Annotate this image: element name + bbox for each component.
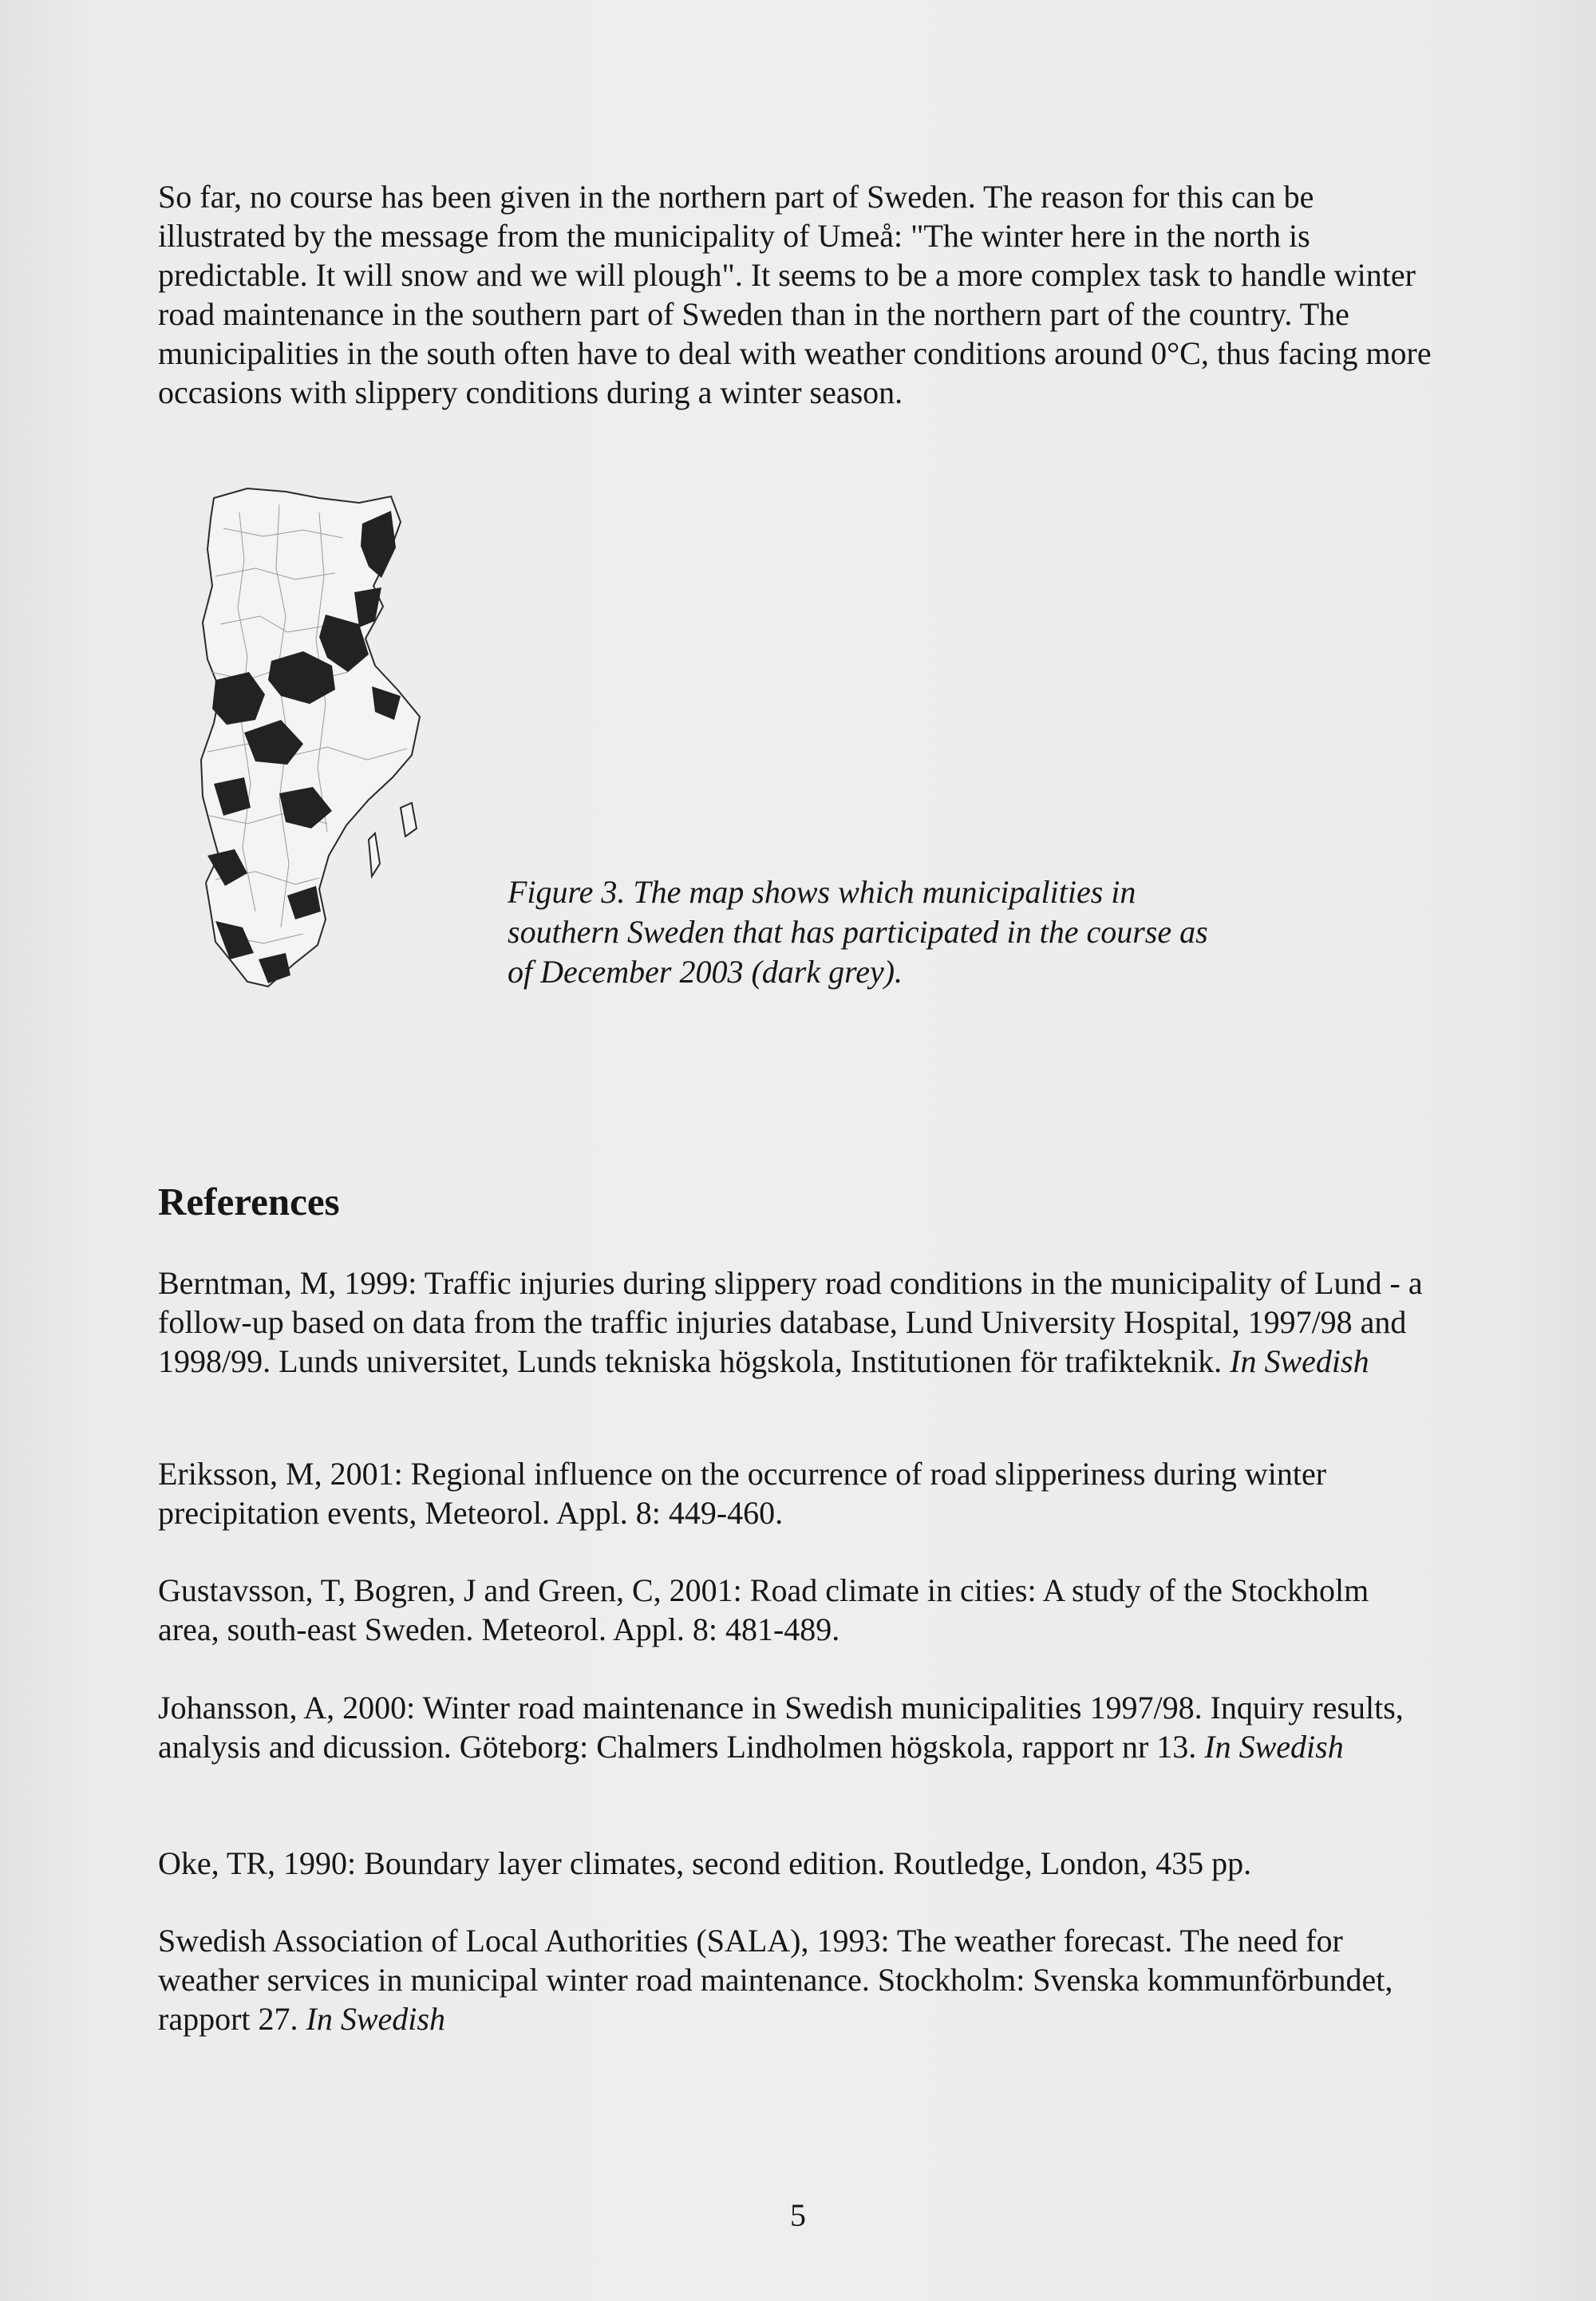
caption-line: southern Sweden that has participated in the course as — [508, 914, 1208, 950]
references-heading: References — [158, 1180, 340, 1224]
reference-entry — [158, 1844, 1435, 1883]
reference-entry — [158, 1454, 1435, 1532]
reference-text: Oke, TR, 1990: Boundary layer climates, second edition. Routledge, London, 435 pp. — [158, 1845, 1252, 1881]
reference-entry — [158, 1921, 1435, 2038]
reference-entry — [158, 1571, 1435, 1649]
body-paragraph: So far, no course has been given in the northern part of Sweden. The reason for this can be illustrated by the message from the municipality of Umeå: "The winter here in the north is predictable. It will snow and we will plough". It seems to be a more complex task to handle winter road maintenance in the southern part of Sweden than in the northern part of the country. The municipalities in the south often have to deal with weather conditions around 0°C, thus facing more occasions with slippery conditions during a winter season. — [158, 179, 1432, 410]
reference-text: Gustavsson, T, Bogren, J and Green, C, 2001: Road climate in cities: A study of the Stockholm area, south-east Sweden. Meteorol. Appl. 8: 481-489. — [158, 1572, 1369, 1647]
caption-line: Figure 3. The map shows which municipalities in — [508, 874, 1136, 910]
island-oland — [369, 833, 380, 876]
figure-caption — [508, 872, 1306, 992]
page-number: 5 — [790, 2197, 806, 2233]
caption-line: of December 2003 (dark grey). — [508, 954, 903, 990]
reference-language-note: In Swedish — [1204, 1729, 1344, 1765]
reference-text: Johansson, A, 2000: Winter road maintenance in Swedish municipalities 1997/98. Inquiry results, analysis and dicussion. Göteborg: Chalmers Lindholmen högskola, rapport nr 13. — [158, 1690, 1404, 1765]
reference-entry — [158, 1263, 1435, 1381]
reference-entry — [158, 1688, 1435, 1766]
reference-text: Berntman, M, 1999: Traffic injuries during slippery road conditions in the municipality of Lund - a follow-up based on data from the traffic injuries database, Lund University Hospital, 1997/98 and 1998/99. Lunds universitet, Lunds tekniska högskola, Institutionen för trafikteknik. — [158, 1265, 1423, 1379]
reference-language-note: In Swedish — [306, 2001, 445, 2037]
reference-language-note: In Swedish — [1230, 1343, 1369, 1379]
sweden-municipality-map — [192, 480, 439, 991]
reference-text: Swedish Association of Local Authorities (SALA), 1993: The weather forecast. The need for weather services in municipal winter road maintenance. Stockholm: Svenska kommunförbundet, rapport 27. — [158, 1923, 1393, 2037]
reference-text: Eriksson, M, 2001: Regional influence on the occurrence of road slipperiness during winter precipitation events, Meteorol. Appl. 8: 449-460. — [158, 1456, 1327, 1531]
island-gotland — [401, 803, 417, 836]
